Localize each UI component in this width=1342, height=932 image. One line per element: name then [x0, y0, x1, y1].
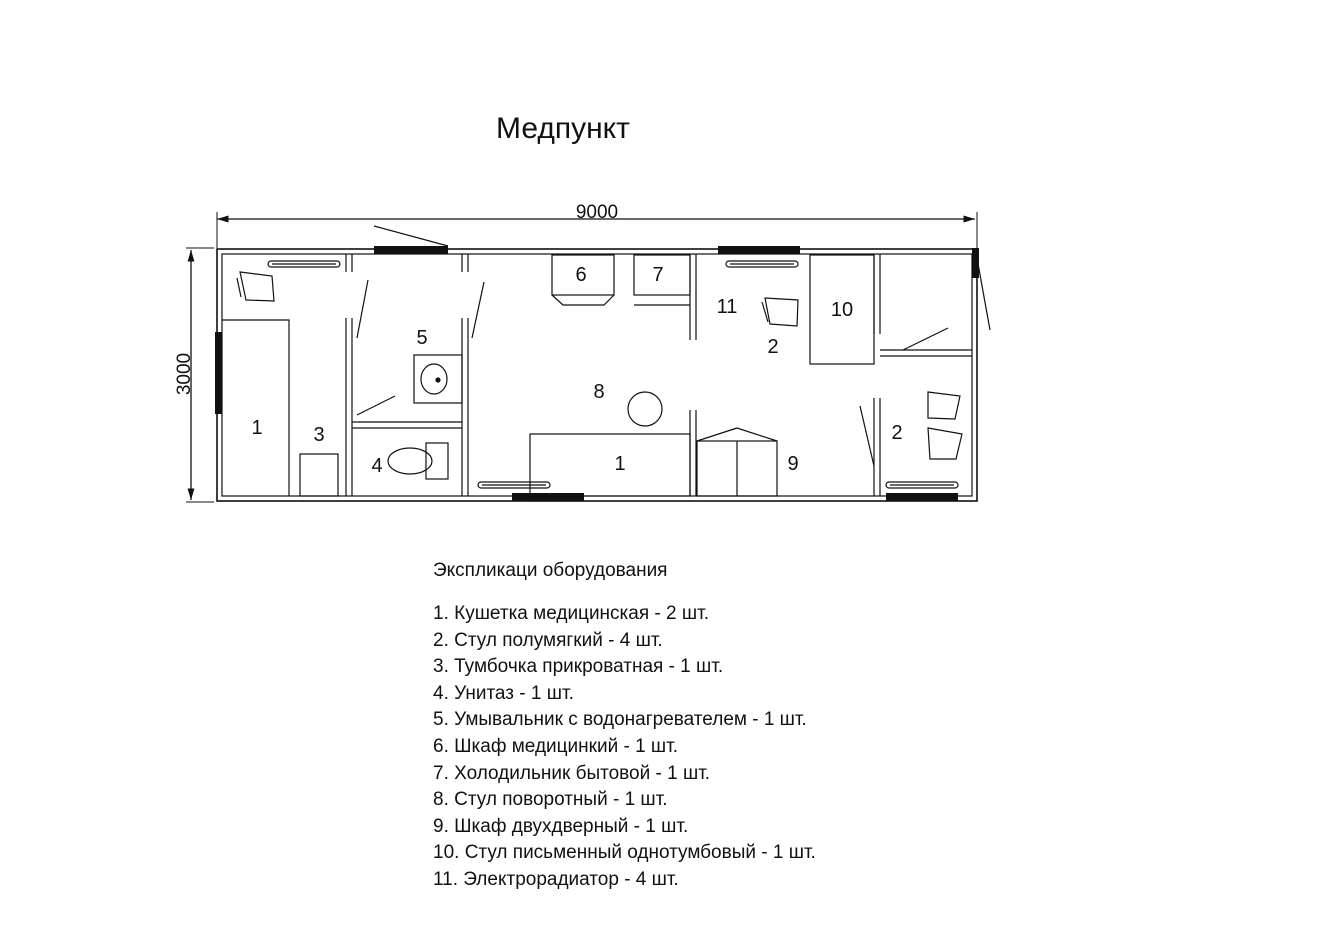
plan-title: Медпункт	[496, 112, 630, 145]
legend-item: 2. Стул полумягкий - 4 шт.	[433, 629, 663, 651]
legend-item: 8. Стул поворотный - 1 шт.	[433, 789, 668, 811]
marker-8: 8	[593, 381, 605, 403]
marker-5: 5	[416, 327, 428, 349]
marker-2-office: 2	[767, 336, 779, 358]
marker-7: 7	[652, 264, 664, 286]
marker-1-right: 1	[614, 453, 626, 475]
room-markers	[251, 264, 902, 477]
legend-item: 3. Тумбочка прикроватная - 1 шт.	[433, 656, 724, 678]
marker-4: 4	[371, 455, 383, 477]
legend-item: 4. Унитаз - 1 шт.	[433, 682, 574, 704]
dimension-length	[217, 202, 977, 248]
legend-list	[433, 601, 816, 894]
legend-item: 9. Шкаф двухдверный - 1 шт.	[433, 815, 689, 837]
legend-item: 10. Стул письменный однотумбовый - 1 шт.	[433, 842, 816, 864]
legend-item: 7. Холодильник бытовой - 1 шт.	[433, 762, 711, 784]
legend-item: 6. Шкаф медицинкий - 1 шт.	[433, 735, 679, 757]
dimension-length-label: 9000	[575, 202, 619, 223]
marker-3: 3	[313, 424, 325, 446]
legend-title: Экспликаци оборудования	[433, 560, 668, 581]
marker-11: 11	[716, 296, 738, 318]
marker-9: 9	[787, 453, 799, 475]
marker-2-right: 2	[891, 422, 903, 444]
marker-6: 6	[575, 264, 587, 286]
marker-1-left: 1	[251, 417, 263, 439]
dimension-width-label: 3000	[174, 352, 195, 396]
dimension-width	[174, 248, 214, 502]
marker-10: 10	[830, 299, 854, 321]
furniture	[222, 255, 962, 496]
legend-item: 5. Умывальник с водонагревателем - 1 шт.	[433, 709, 807, 731]
interior-walls	[346, 254, 972, 496]
legend-item: 11. Электрорадиатор - 4 шт.	[433, 868, 679, 890]
outer-openings	[215, 246, 979, 501]
legend-item: 1. Кушетка медицинская - 2 шт.	[433, 603, 709, 624]
outer-walls	[217, 249, 977, 501]
